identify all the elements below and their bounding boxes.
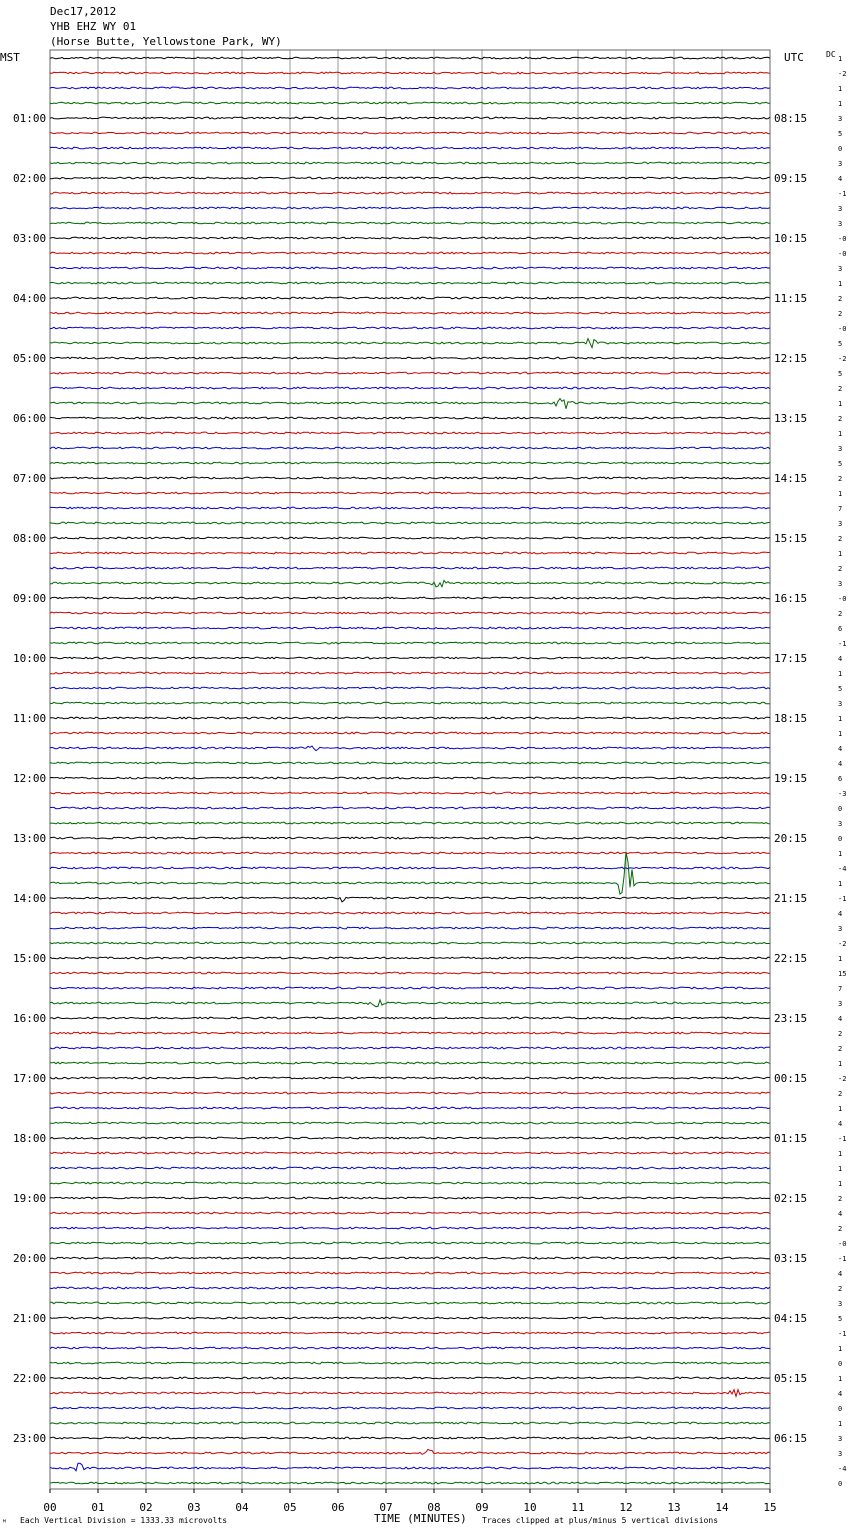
- trace-line: [50, 627, 770, 629]
- x-tick-label: 09: [475, 1501, 489, 1514]
- dc-offset-label: 4: [838, 760, 843, 768]
- utc-hour-label: 18:15: [774, 712, 808, 725]
- dc-offset-label: 3: [838, 1435, 843, 1443]
- trace-line: [50, 57, 770, 59]
- trace-line: [50, 1137, 770, 1139]
- x-tick-label: 14: [715, 1501, 729, 1514]
- trace-line: [50, 297, 770, 299]
- trace-line: [50, 912, 770, 914]
- trace-line: [50, 762, 770, 764]
- trace-line: [50, 1122, 770, 1124]
- dc-offset-label: 3: [838, 445, 843, 453]
- dc-offset-label: 1: [838, 715, 843, 723]
- dc-offset-label: 2: [838, 310, 843, 318]
- mst-axis-label: MST: [0, 51, 20, 64]
- mst-hour-label: 21:00: [13, 1312, 47, 1325]
- trace-line: [50, 477, 770, 479]
- dc-offset-label: 2: [838, 1195, 843, 1203]
- trace-line: [50, 1242, 770, 1244]
- trace-line: [50, 1377, 770, 1379]
- trace-line: [50, 642, 770, 644]
- dc-offset-label: 2: [838, 1285, 843, 1293]
- dc-offset-label: 3: [838, 1000, 843, 1008]
- dc-offset-label: -0: [838, 325, 847, 333]
- trace-line: [50, 972, 770, 974]
- trace-line: [50, 1167, 770, 1169]
- dc-offset-label: 2: [838, 1225, 843, 1233]
- trace-line: [50, 147, 770, 149]
- utc-hour-label: 05:15: [774, 1372, 808, 1385]
- dc-offset-label: 2: [838, 475, 843, 483]
- dc-offset-label: 4: [838, 910, 843, 918]
- x-tick-label: 01: [91, 1501, 105, 1514]
- trace-line: [50, 1107, 770, 1109]
- dc-offset-label: 1: [838, 1165, 843, 1173]
- dc-offset-label: -1: [838, 640, 847, 648]
- dc-offset-label: 2: [838, 610, 843, 618]
- mst-hour-label: 23:00: [13, 1432, 47, 1445]
- trace-line: [50, 987, 770, 989]
- trace-line: [50, 580, 770, 587]
- dc-offset-label: 0: [838, 1480, 843, 1488]
- utc-hour-label: 04:15: [774, 1312, 808, 1325]
- trace-line: [50, 612, 770, 614]
- utc-hour-label: 19:15: [774, 772, 808, 785]
- trace-line: [50, 1437, 770, 1439]
- dc-offset-label: 1: [838, 1345, 843, 1353]
- dc-offset-label: -2: [838, 1075, 847, 1083]
- dc-offset-label: 3: [838, 580, 843, 588]
- dc-offset-label: -2: [838, 70, 847, 78]
- dc-offset-label: 4: [838, 745, 843, 753]
- trace-line: [50, 192, 770, 194]
- trace-line: [50, 267, 770, 269]
- dc-offset-label: 0: [838, 1360, 843, 1368]
- trace-line: [50, 897, 770, 902]
- dc-offset-label: 3: [838, 925, 843, 933]
- dc-offset-label: 1: [838, 1150, 843, 1158]
- utc-hour-label: 23:15: [774, 1012, 808, 1025]
- dc-offset-label: 1: [838, 100, 843, 108]
- trace-line: [50, 732, 770, 734]
- utc-hour-label: 06:15: [774, 1432, 808, 1445]
- trace-line: [50, 1227, 770, 1229]
- trace-line: [50, 777, 770, 779]
- dc-offset-label: 3: [838, 115, 843, 123]
- dc-offset-label: 0: [838, 805, 843, 813]
- utc-hour-label: 16:15: [774, 592, 808, 605]
- dc-offset-label: 3: [838, 520, 843, 528]
- utc-hour-label: 10:15: [774, 232, 808, 245]
- dc-offset-label: 4: [838, 1210, 843, 1218]
- dc-offset-label: 4: [838, 1120, 843, 1128]
- mst-hour-label: 07:00: [13, 472, 47, 485]
- dc-offset-label: 5: [838, 370, 843, 378]
- dc-offset-label: 5: [838, 685, 843, 693]
- trace-line: [50, 1463, 770, 1471]
- trace-line: [50, 942, 770, 944]
- trace-line: [50, 867, 770, 869]
- trace-line: [50, 1212, 770, 1214]
- trace-line: [50, 657, 770, 659]
- dc-offset-label: 1: [838, 430, 843, 438]
- trace-line: [50, 222, 770, 224]
- dc-offset-label: 7: [838, 505, 843, 513]
- trace-line: [50, 312, 770, 314]
- x-tick-label: 04: [235, 1501, 249, 1514]
- dc-offset-label: 1: [838, 55, 843, 63]
- trace-line: [50, 132, 770, 134]
- mst-hour-label: 05:00: [13, 352, 47, 365]
- trace-line: [50, 417, 770, 419]
- dc-offset-label: 1: [838, 1180, 843, 1188]
- trace-line: [50, 102, 770, 104]
- dc-offset-label: -4: [838, 1465, 847, 1473]
- utc-hour-label: 08:15: [774, 112, 808, 125]
- mst-hour-label: 15:00: [13, 952, 47, 965]
- mst-hour-label: 02:00: [13, 172, 47, 185]
- dc-offset-label: 2: [838, 385, 843, 393]
- corner-mark: ᴹ: [2, 1518, 7, 1527]
- x-tick-label: 03: [187, 1501, 201, 1514]
- mst-hour-label: 10:00: [13, 652, 47, 665]
- dc-offset-label: -3: [838, 790, 847, 798]
- trace-line: [50, 1482, 770, 1484]
- dc-offset-label: 1: [838, 880, 843, 888]
- dc-offset-label: 1: [838, 1060, 843, 1068]
- trace-line: [50, 792, 770, 794]
- trace-line: [50, 702, 770, 704]
- trace-line: [50, 357, 770, 359]
- trace-line: [50, 537, 770, 539]
- mst-hour-label: 18:00: [13, 1132, 47, 1145]
- plot-location: (Horse Butte, Yellowstone Park, WY): [50, 35, 282, 48]
- mst-hour-label: 09:00: [13, 592, 47, 605]
- dc-offset-label: 3: [838, 820, 843, 828]
- dc-offset-label: 1: [838, 670, 843, 678]
- mst-hour-label: 20:00: [13, 1252, 47, 1265]
- dc-offset-label: 3: [838, 265, 843, 273]
- trace-line: [50, 1362, 770, 1364]
- mst-hour-label: 17:00: [13, 1072, 47, 1085]
- x-tick-label: 12: [619, 1501, 633, 1514]
- trace-line: [50, 1390, 770, 1397]
- utc-hour-label: 13:15: [774, 412, 808, 425]
- dc-offset-label: 1: [838, 85, 843, 93]
- dc-offset-label: 1: [838, 955, 843, 963]
- dc-offset-label: 5: [838, 1315, 843, 1323]
- dc-offset-label: 0: [838, 835, 843, 843]
- mst-hour-label: 14:00: [13, 892, 47, 905]
- mst-hour-label: 08:00: [13, 532, 47, 545]
- dc-offset-label: 0: [838, 1405, 843, 1413]
- dc-offset-label: 1: [838, 400, 843, 408]
- dc-offset-label: 1: [838, 550, 843, 558]
- trace-line: [50, 462, 770, 464]
- trace-line: [50, 87, 770, 89]
- trace-line: [50, 672, 770, 674]
- trace-line: [50, 237, 770, 239]
- dc-offset-label: 2: [838, 415, 843, 423]
- trace-line: [50, 1347, 770, 1349]
- dc-offset-label: 1: [838, 1375, 843, 1383]
- trace-line: [50, 1062, 770, 1064]
- utc-hour-label: 01:15: [774, 1132, 808, 1145]
- trace-line: [50, 852, 770, 854]
- utc-hour-label: 09:15: [774, 172, 808, 185]
- dc-offset-label: 3: [838, 1300, 843, 1308]
- dc-offset-label: 7: [838, 985, 843, 993]
- mst-hour-label: 11:00: [13, 712, 47, 725]
- utc-hour-label: 15:15: [774, 532, 808, 545]
- trace-line: [50, 837, 770, 839]
- mst-hour-label: 04:00: [13, 292, 47, 305]
- dc-offset-label: 5: [838, 130, 843, 138]
- trace-line: [50, 1077, 770, 1079]
- x-tick-label: 00: [43, 1501, 57, 1514]
- trace-line: [50, 717, 770, 719]
- trace-line: [50, 822, 770, 824]
- dc-offset-label: 3: [838, 220, 843, 228]
- trace-line: [50, 1182, 770, 1184]
- mst-hour-label: 06:00: [13, 412, 47, 425]
- utc-hour-label: 02:15: [774, 1192, 808, 1205]
- x-tick-label: 02: [139, 1501, 153, 1514]
- dc-offset-label: 2: [838, 1090, 843, 1098]
- dc-offset-label: 3: [838, 205, 843, 213]
- x-tick-label: 10: [523, 1501, 537, 1514]
- dc-offset-label: -1: [838, 1255, 847, 1263]
- dc-offset-label: 2: [838, 535, 843, 543]
- trace-line: [50, 432, 770, 434]
- dc-offset-label: 5: [838, 340, 843, 348]
- trace-line: [50, 927, 770, 929]
- trace-line: [50, 1317, 770, 1319]
- dc-offset-label: -1: [838, 190, 847, 198]
- dc-offset-label: 15: [838, 970, 847, 978]
- dc-offset-label: 2: [838, 1030, 843, 1038]
- dc-offset-label: 0: [838, 145, 843, 153]
- trace-line: [50, 339, 770, 348]
- mst-hour-label: 12:00: [13, 772, 47, 785]
- x-tick-label: 11: [571, 1501, 585, 1514]
- trace-line: [50, 552, 770, 554]
- dc-offset-label: 5: [838, 460, 843, 468]
- dc-offset-label: 6: [838, 625, 843, 633]
- dc-offset-label: -1: [838, 895, 847, 903]
- mst-hour-label: 19:00: [13, 1192, 47, 1205]
- dc-offset-label: -0: [838, 595, 847, 603]
- trace-line: [50, 1407, 770, 1409]
- dc-offset-label: 3: [838, 160, 843, 168]
- trace-line: [50, 522, 770, 524]
- dc-axis-label: DC: [826, 50, 836, 59]
- trace-line: [50, 1422, 770, 1424]
- dc-offset-label: 2: [838, 1045, 843, 1053]
- mst-hour-label: 01:00: [13, 112, 47, 125]
- trace-line: [50, 1272, 770, 1274]
- x-tick-label: 05: [283, 1501, 297, 1514]
- trace-line: [50, 1302, 770, 1304]
- utc-hour-label: 22:15: [774, 952, 808, 965]
- utc-hour-label: 11:15: [774, 292, 808, 305]
- trace-line: [50, 492, 770, 494]
- dc-offset-label: -0: [838, 1240, 847, 1248]
- utc-hour-label: 21:15: [774, 892, 808, 905]
- trace-line: [50, 1152, 770, 1154]
- trace-line: [50, 372, 770, 374]
- dc-offset-label: 4: [838, 655, 843, 663]
- dc-offset-label: 2: [838, 565, 843, 573]
- utc-axis-label: UTC: [784, 51, 804, 64]
- dc-offset-label: 2: [838, 295, 843, 303]
- trace-line: [50, 399, 770, 409]
- dc-offset-label: -1: [838, 1135, 847, 1143]
- dc-offset-label: 1: [838, 850, 843, 858]
- dc-offset-label: -2: [838, 355, 847, 363]
- utc-hour-label: 17:15: [774, 652, 808, 665]
- mst-hour-label: 16:00: [13, 1012, 47, 1025]
- trace-line: [50, 1257, 770, 1259]
- dc-offset-label: 1: [838, 1105, 843, 1113]
- dc-offset-label: 4: [838, 175, 843, 183]
- dc-offset-label: -1: [838, 1330, 847, 1338]
- trace-line: [50, 1000, 770, 1007]
- dc-offset-label: -4: [838, 865, 847, 873]
- trace-line: [50, 1332, 770, 1334]
- plot-date: Dec17,2012: [50, 5, 117, 18]
- trace-line: [50, 1287, 770, 1289]
- trace-line: [50, 1197, 770, 1199]
- x-tick-label: 07: [379, 1501, 393, 1514]
- trace-line: [50, 327, 770, 329]
- trace-line: [50, 207, 770, 209]
- trace-line: [50, 1449, 770, 1454]
- trace-line: [50, 72, 770, 74]
- dc-offset-label: 3: [838, 1450, 843, 1458]
- trace-line: [50, 162, 770, 164]
- trace-line: [50, 687, 770, 689]
- trace-line: [50, 387, 770, 389]
- trace-line: [50, 597, 770, 599]
- dc-offset-label: -2: [838, 940, 847, 948]
- x-tick-label: 06: [331, 1501, 345, 1514]
- x-tick-label: 08: [427, 1501, 441, 1514]
- trace-line: [50, 1092, 770, 1094]
- mst-hour-label: 13:00: [13, 832, 47, 845]
- trace-line: [50, 1017, 770, 1019]
- dc-offset-label: 1: [838, 490, 843, 498]
- trace-line: [50, 746, 770, 751]
- x-tick-label: 15: [763, 1501, 777, 1514]
- dc-offset-label: -0: [838, 235, 847, 243]
- trace-line: [50, 1047, 770, 1049]
- utc-hour-label: 20:15: [774, 832, 808, 845]
- dc-offset-label: 1: [838, 280, 843, 288]
- clip-note: Traces clipped at plus/minus 5 vertical divisions: [482, 1516, 719, 1525]
- trace-line: [50, 252, 770, 254]
- utc-hour-label: 12:15: [774, 352, 808, 365]
- scale-note: Each Vertical Division = 1333.33 microvolts: [20, 1516, 228, 1525]
- dc-offset-label: 1: [838, 730, 843, 738]
- trace-line: [50, 957, 770, 959]
- trace-line: [50, 1032, 770, 1034]
- utc-hour-label: 14:15: [774, 472, 808, 485]
- dc-offset-label: 1: [838, 1420, 843, 1428]
- dc-offset-label: 3: [838, 700, 843, 708]
- utc-hour-label: 03:15: [774, 1252, 808, 1265]
- trace-line: [50, 447, 770, 449]
- trace-line: [50, 507, 770, 509]
- mst-hour-label: 22:00: [13, 1372, 47, 1385]
- dc-offset-label: 4: [838, 1270, 843, 1278]
- x-tick-label: 13: [667, 1501, 681, 1514]
- trace-line: [50, 567, 770, 569]
- dc-offset-label: 6: [838, 775, 843, 783]
- utc-hour-label: 00:15: [774, 1072, 808, 1085]
- trace-line: [50, 177, 770, 179]
- trace-line: [50, 117, 770, 119]
- trace-line: [50, 807, 770, 809]
- dc-offset-label: 4: [838, 1015, 843, 1023]
- dc-offset-label: 4: [838, 1390, 843, 1398]
- trace-line: [50, 282, 770, 284]
- dc-offset-label: -0: [838, 250, 847, 258]
- mst-hour-label: 03:00: [13, 232, 47, 245]
- x-axis-title: TIME (MINUTES): [374, 1512, 467, 1525]
- trace-line: [50, 852, 770, 894]
- plot-station: YHB EHZ WY 01: [50, 20, 137, 33]
